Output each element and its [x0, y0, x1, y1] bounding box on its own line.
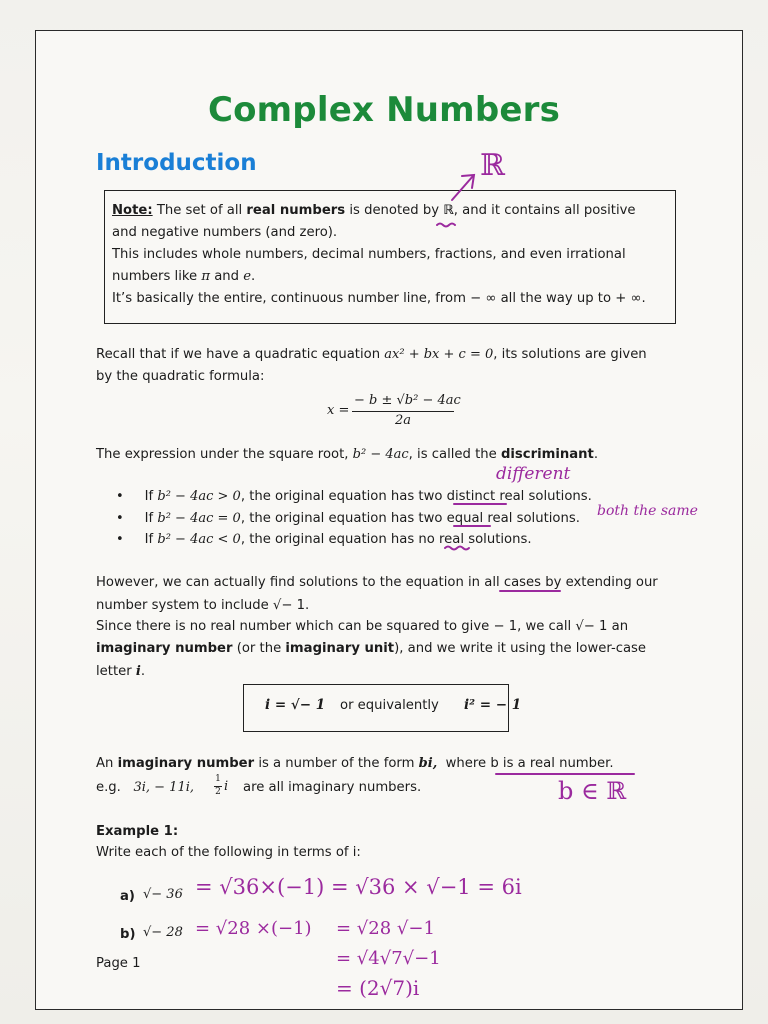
handwritten-work-b4: = (2√7)i [336, 976, 420, 1000]
page-footer: Page 1 [96, 956, 141, 971]
bullet-keyword: distinct [446, 489, 496, 504]
bullet-text: solutions. [468, 532, 532, 547]
note-line-3: This includes whole numbers, decimal numbers, fractions, and even irrational [112, 247, 626, 262]
section-heading: Introduction [96, 150, 257, 176]
bullet-text: real solutions. [487, 511, 580, 526]
handwritten-work-b1: = √28 ×(−1) [195, 918, 312, 939]
however-line-3: Since there is no real number which can be squared to give − 1, we call √− 1 an [96, 619, 629, 634]
i-squared-definition: i² = − 1 [464, 697, 522, 713]
discriminant-expr: b² − 4ac [352, 447, 409, 462]
bullet-condition: b² − 4ac < 0 [157, 532, 241, 547]
note-line-2: and negative numbers (and zero). [112, 225, 338, 240]
discriminant-text: The expression under the square root, [96, 447, 349, 462]
however-line-2: number system to include √− 1. [96, 598, 310, 613]
imaginary-number-term: imaginary number [117, 756, 255, 771]
eg-label: e.g. [96, 780, 121, 795]
bullet-condition: b² − 4ac > 0 [157, 489, 241, 504]
quadratic-equation: ax² + bx + c = 0 [384, 347, 494, 362]
discriminant-text: , is called the [408, 447, 497, 462]
note-text: and [214, 269, 240, 284]
handwritten-work-a: = √36×(−1) = √36 × √−1 = 6i [195, 875, 522, 899]
annotation-squiggle [437, 224, 455, 227]
i-symbol: i [135, 664, 141, 679]
bullet-dot: • [116, 489, 124, 504]
underline-real [445, 547, 469, 550]
however-text: However, we can actually find solutions to the equation in [96, 575, 481, 590]
annotation-arrow-line [452, 176, 473, 200]
however-text: ), and we write it using the lower-case [394, 641, 647, 656]
bullet-text: , the original equation has two [240, 489, 443, 504]
however-text: . [140, 664, 146, 679]
imaginary-unit-term: imaginary unit [285, 641, 395, 656]
or-equivalently: or equivalently [340, 698, 439, 713]
bullet-text: If [144, 532, 154, 547]
reals-symbol: ℝ [443, 203, 454, 218]
handwritten-both-the-same: both the same [597, 503, 698, 519]
note-label: Note: [112, 203, 153, 218]
recall-text: , its solutions are given [493, 347, 647, 362]
e-symbol: e [243, 269, 252, 284]
pi-symbol: π [201, 269, 211, 284]
eg-tail: are all imaginary numbers. [243, 780, 422, 795]
recall-text: Recall that if we have a quadratic equation [96, 347, 381, 362]
formula-numerator: − b ± √b² − 4ac [354, 393, 461, 408]
handwritten-b-in-R: b ∈ ℝ [558, 777, 627, 805]
recall-line-2: by the quadratic formula: [96, 369, 265, 384]
note-text: is denoted by [349, 203, 440, 218]
bi-form: bi, [418, 756, 438, 771]
bullet-dot: • [116, 532, 124, 547]
however-text: letter [96, 664, 132, 679]
handwritten-R: ℝ [480, 148, 505, 183]
def-text: where [445, 756, 487, 771]
note-text: numbers like [112, 269, 198, 284]
page-title: Complex Numbers [207, 90, 561, 130]
bullet-text: If [144, 489, 154, 504]
half-numerator: 1 [215, 774, 221, 784]
however-underlined: all cases [484, 575, 542, 590]
part-b-label: b) [120, 927, 136, 942]
however-text: by extending our [545, 575, 658, 590]
i-definition: i = √− 1 [265, 697, 326, 713]
def-text: is a number of the form [258, 756, 415, 771]
formula-lhs: x = [327, 403, 350, 418]
note-bold-term: real numbers [246, 203, 346, 218]
half-denominator: 2 [215, 787, 221, 797]
bullet-dot: • [116, 511, 124, 526]
handwritten-different: different [496, 464, 571, 484]
imaginary-number-term: imaginary number [96, 641, 233, 656]
part-a-expr: √− 36 [143, 887, 183, 902]
bullet-text: , the original equation has no [240, 532, 435, 547]
def-text: An [96, 756, 114, 771]
note-text: , and it contains all positive [453, 203, 636, 218]
eg-items: 3i, − 11i, [133, 780, 195, 795]
discriminant-term: discriminant [500, 447, 594, 462]
note-text: . [251, 269, 256, 284]
bullet-text: If [144, 511, 154, 526]
however-text: (or the [236, 641, 282, 656]
note-text: The set of all [156, 203, 243, 218]
def-text: b is a real number. [490, 756, 614, 771]
handwritten-work-b2: = √28 √−1 [336, 918, 435, 939]
note-line-5: It’s basically the entire, continuous number line, from − ∞ all the way up to + ∞. [112, 291, 646, 306]
bullet-text: real solutions. [499, 489, 592, 504]
part-b-expr: √− 28 [143, 925, 183, 940]
example-prompt: Write each of the following in terms of i: [96, 845, 361, 860]
part-a-label: a) [120, 889, 135, 904]
example-heading: Example 1: [96, 824, 179, 839]
bullet-text: , the original equation has two [240, 511, 443, 526]
bullet-condition: b² − 4ac = 0 [157, 511, 241, 526]
formula-denominator: 2a [394, 413, 412, 428]
bullet-keyword: real [439, 532, 465, 547]
handwritten-work-b3: = √4√7√−1 [336, 948, 441, 969]
discriminant-text: . [593, 447, 599, 462]
half-i: i [224, 779, 229, 794]
bullet-keyword: equal [446, 511, 484, 526]
